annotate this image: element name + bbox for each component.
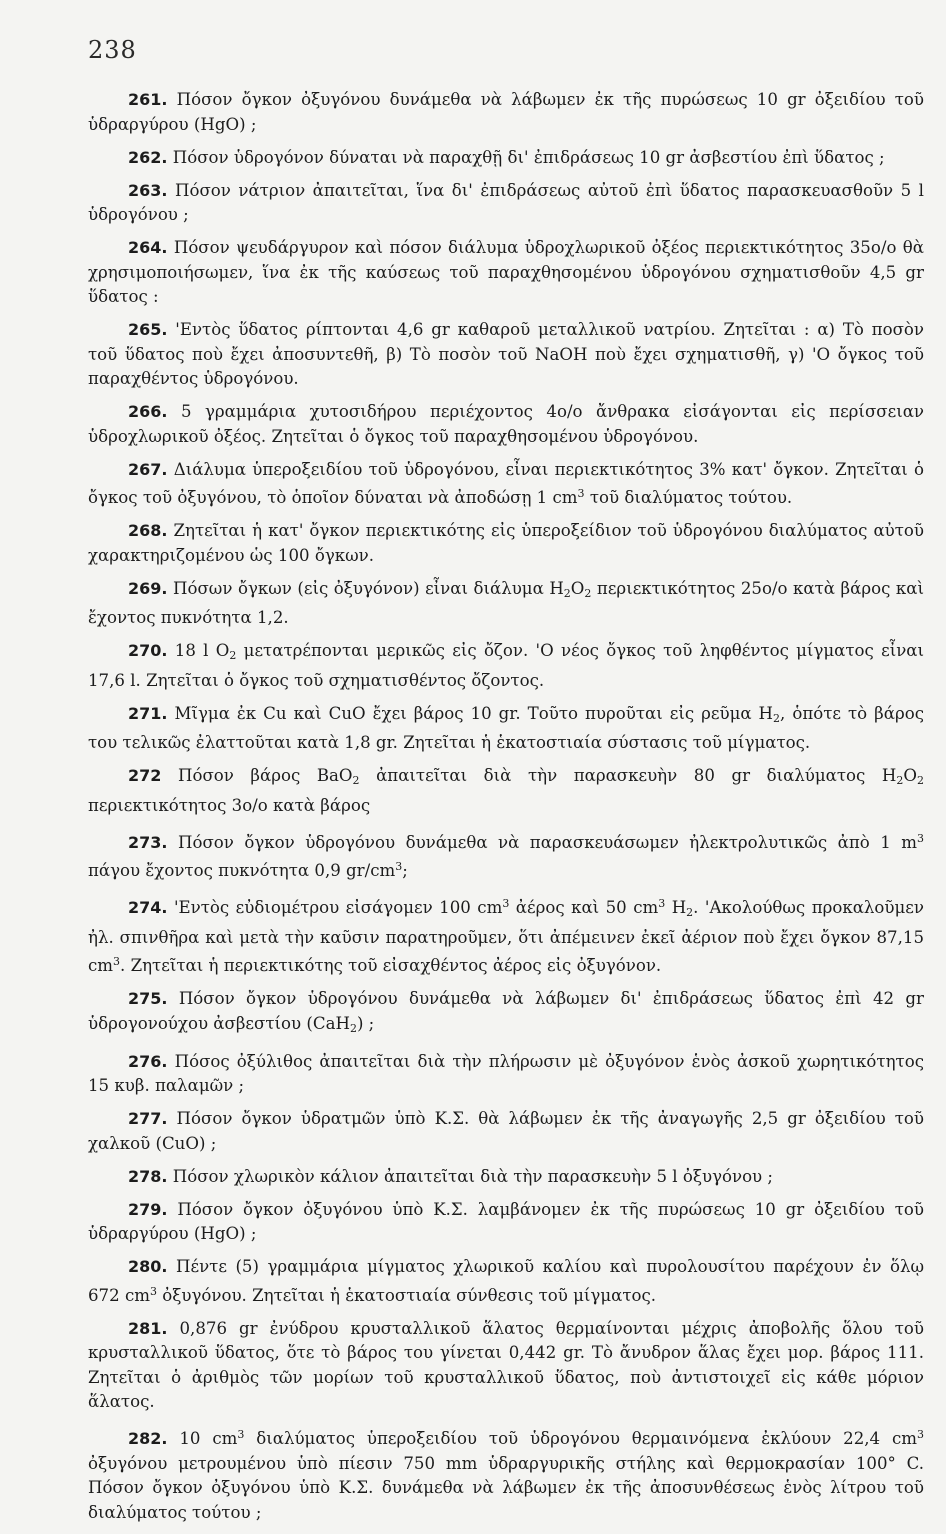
problem-number: 264. <box>128 238 168 257</box>
problem-276: 276. Πόσος ὀξύλιθος ἀπαιτεῖται διὰ τὴν πλήρωσιν μὲ ὀξυγόνον ἑνὸς ἀσκοῦ χωρητικότητος 15 κυβ. παλαμῶν ; <box>88 1051 925 1095</box>
problem-263: 263. Πόσον νάτριον ἀπαιτεῖται, ἵνα δι' ἐπιδράσεως αὐτοῦ ἐπὶ ὕδατος παρασκευασθοῦν 5 l ὑδρογόνου ; <box>88 180 924 224</box>
problem-number: 268. <box>128 521 168 540</box>
problem-number: 276. <box>128 1051 168 1071</box>
problem-number: 261. <box>128 90 168 109</box>
problem-274: 274. 'Εντὸς εὐδιομέτρου εἰσάγομεν 100 $cm^3$ ἀέρος καὶ 50 $cm^3$ $H_2$. 'Ακολούθως προκαλοῦμεν ἠλ. σπινθῆρα καὶ μετὰ τὴν καῦσιν παρατηροῦμεν, ὅτι ἀπέμεινεν ἐκεῖ ἀέριον ποὺ ἔχει ὄγκον 87,15 $cm^3$. Ζητεῖται ἡ περιεκτικότης τοῦ εἰσαχθέντος ἀέρος εἰς ὀξυγόνον. <box>88 897 924 975</box>
problem-266: 266. 5 γραμμάρια χυτοσιδήρου περιέχοντος 4ο/ο ἄνθρακα εἰσάγονται εἰς περίσσειαν ὑδροχλωρικοῦ ὀξέος. Ζητεῖται ὁ ὄγκος τοῦ παραχθησομένου ὑδρογόνου. <box>88 402 924 446</box>
problem-277: 277. Πόσον ὄγκον ὑδρατμῶν ὑπὸ Κ.Σ. θὰ λάβωμεν ἐκ τῆς ἀναγωγῆς 2,5 gr ὀξειδίου τοῦ χαλκοῦ (CuO) ; <box>88 1109 925 1153</box>
problem-number: 275. <box>128 989 168 1008</box>
problem-number: 263. <box>128 180 168 200</box>
problem-number: 281. <box>128 1318 168 1338</box>
problem-number: 274. <box>128 898 168 917</box>
problem-number: 266. <box>128 402 168 421</box>
problem-number: 279. <box>128 1199 168 1219</box>
problem-number: 280. <box>128 1257 168 1276</box>
problem-number: 278. <box>128 1166 168 1186</box>
problem-269: 269. Πόσων ὄγκων (εἰς ὀξυγόνον) εἶναι διάλυμα $H_2O_2$ περιεκτικότητος 25ο/ο κατὰ βάρος καὶ ἔχοντος πυκνότητα 1,2. <box>88 578 924 627</box>
problem-number: 277. <box>128 1109 168 1128</box>
problem-number: 265. <box>128 320 168 339</box>
problem-261: 261. Πόσον ὄγκον ὀξυγόνου δυνάμεθα νὰ λάβωμεν ἐκ τῆς πυρώσεως 10 gr ὀξειδίου τοῦ ὑδραργύρου (HgO) ; <box>88 90 924 134</box>
problem-281: 281. 0,876 gr ἐνύδρου κρυσταλλικοῦ ἅλατος θερμαίνονται μέχρις ἀποβολῆς ὅλου τοῦ κρυσταλλικοῦ ὕδατος, ὅτε τὸ βάρος του γίνεται 0,442 gr. Τὸ ἄνυδρον ἅλας ἔχει μορ. βάρος 111. Ζητεῖται ὁ ἀριθμὸς τῶν μορίων τοῦ κρυσταλλικοῦ ὕδατος, ποὺ ἀντιστοιχεῖ εἰς κάθε μόριον ἅλατος. <box>88 1318 924 1411</box>
problem-279: 279. Πόσον ὄγκον ὀξυγόνου ὑπὸ Κ.Σ. λαμβάνομεν ἐκ τῆς πυρώσεως 10 gr ὀξειδίου τοῦ ὑδραργύρου (HgO) ; <box>88 1199 924 1243</box>
problem-number: 282. <box>128 1429 168 1448</box>
problem-number: 270. <box>128 641 168 660</box>
problem-number: 262. <box>128 147 168 167</box>
problem-275: 275. Πόσον ὄγκον ὑδρογόνου δυνάμεθα νὰ λάβωμεν δι' ἐπιδράσεως ὕδατος ἐπὶ 42 gr ὑδρογονούχου ἀσβεστίου (CaH$_2$) ; <box>88 989 924 1035</box>
problem-272: 272 Πόσον βάρος BaO$_2$ ἀπαιτεῖται διὰ τὴν παρασκευὴν 80 gr διαλύματος $H_2O_2$ περιεκτικότητος 3ο/ο κατὰ βάρος <box>88 766 924 815</box>
problem-number: 272 <box>128 766 162 785</box>
problem-265: 265. 'Εντὸς ὕδατος ρίπτονται 4,6 gr καθαροῦ μεταλλικοῦ νατρίου. Ζητεῖται : α) Τὸ ποσὸν τοῦ ὕδατος ποὺ ἔχει ἀποσυντεθῆ, β) Τὸ ποσὸν τοῦ NaOH ποὺ ἔχει σχηματισθῆ, γ) 'Ο ὄγκος τοῦ παραχθέντος ὑδρογόνου. <box>88 320 924 388</box>
problem-number: 269. <box>128 578 168 598</box>
problem-271: 271. Μῖγμα ἐκ Cu καὶ CuO ἔχει βάρος 10 gr. Τοῦτο πυροῦται εἰς ρεῦμα $H_2$, ὁπότε τὸ βάρος του τελικῶς ἐλαττοῦται κατὰ 1,8 gr. Ζητεῖται ἡ ἑκατοστιαία σύστασις τοῦ μίγματος. <box>88 703 925 752</box>
problem-278: 278. Πόσον χλωρικὸν κάλιον ἀπαιτεῖται διὰ τὴν παρασκευὴν 5 l ὀξυγόνου ; <box>128 1166 774 1186</box>
problem-267: 267. Διάλυμα ὑπεροξειδίου τοῦ ὑδρογόνου, εἶναι περιεκτικότητος 3% κατ' ὄγκον. Ζητεῖται ὁ ὄγκος τοῦ ὀξυγόνου, τὸ ὁποῖον δύναται νὰ ἀποδώσῃ 1 $cm^3$ τοῦ διαλύματος τούτου. <box>88 459 925 507</box>
problem-280: 280. Πέντε (5) γραμμάρια μίγματος χλωρικοῦ καλίου καὶ πυρολουσίτου παρέχουν ἐν ὅλῳ 672 $cm^3$ ὀξυγόνου. Ζητεῖται ἡ ἑκατοστιαία σύνθεσις τοῦ μίγματος. <box>88 1257 924 1305</box>
page-number: 238 <box>88 36 137 64</box>
problem-list <box>88 88 924 1534</box>
problem-number: 271. <box>128 703 168 723</box>
problem-268: 268. Ζητεῖται ἡ κατ' ὄγκον περιεκτικότης εἰς ὑπεροξείδιον τοῦ ὑδρογόνου διαλύματος αὐτοῦ χαρακτηριζομένου ὡς 100 ὄγκων. <box>88 521 925 565</box>
problem-number: 267. <box>128 459 168 479</box>
problem-262: 262. Πόσον ὑδρογόνον δύναται νὰ παραχθῇ δι' ἐπιδράσεως 10 gr ἀσβεστίου ἐπὶ ὕδατος ; <box>128 147 885 167</box>
problem-270: 270. 18 l $O_2$ μετατρέπονται μερικῶς εἰς ὄζον. 'Ο νέος ὄγκος τοῦ ληφθέντος μίγματος εἶναι 17,6 l. Ζητεῖται ὁ ὄγκος τοῦ σχηματισθέντος ὄζοντος. <box>88 641 925 690</box>
problem-264: 264. Πόσον ψευδάργυρον καὶ πόσον διάλυμα ὑδροχλωρικοῦ ὀξέος περιεκτικότητος 35ο/ο θὰ χρησιμοποιήσωμεν, ἵνα ἐκ τῆς καύσεως τοῦ παραχθησομένου ὑδρογόνου σχηματισθοῦν 4,5 gr ὕδατος : <box>88 238 924 306</box>
problem-282: 282. 10 $cm^3$ διαλύματος ὑπεροξειδίου τοῦ ὑδρογόνου θερμαινόμενα ἐκλύουν 22,4 $cm^3$ ὀξυγόνου μετρουμένου ὑπὸ πίεσιν 750 mm ὑδραργυρικῆς στήλης καὶ θερμοκρασίαν 100° C. Πόσον ὄγκον ὀξυγόνου ὑπὸ Κ.Σ. δυνάμεθα νὰ λάβωμεν ἐκ τῆς ἀποσυνθέσεως ἑνὸς λίτρου τοῦ διαλύματος τούτου ; <box>88 1428 924 1522</box>
problem-273: 273. Πόσον ὄγκον ὑδρογόνου δυνάμεθα νὰ παρασκευάσωμεν ἠλεκτρολυτικῶς ἀπὸ 1 $m^3$ πάγου ἔχοντος πυκνότητα 0,9 $gr/cm^3$; <box>88 831 924 880</box>
problem-number: 273. <box>128 832 168 852</box>
